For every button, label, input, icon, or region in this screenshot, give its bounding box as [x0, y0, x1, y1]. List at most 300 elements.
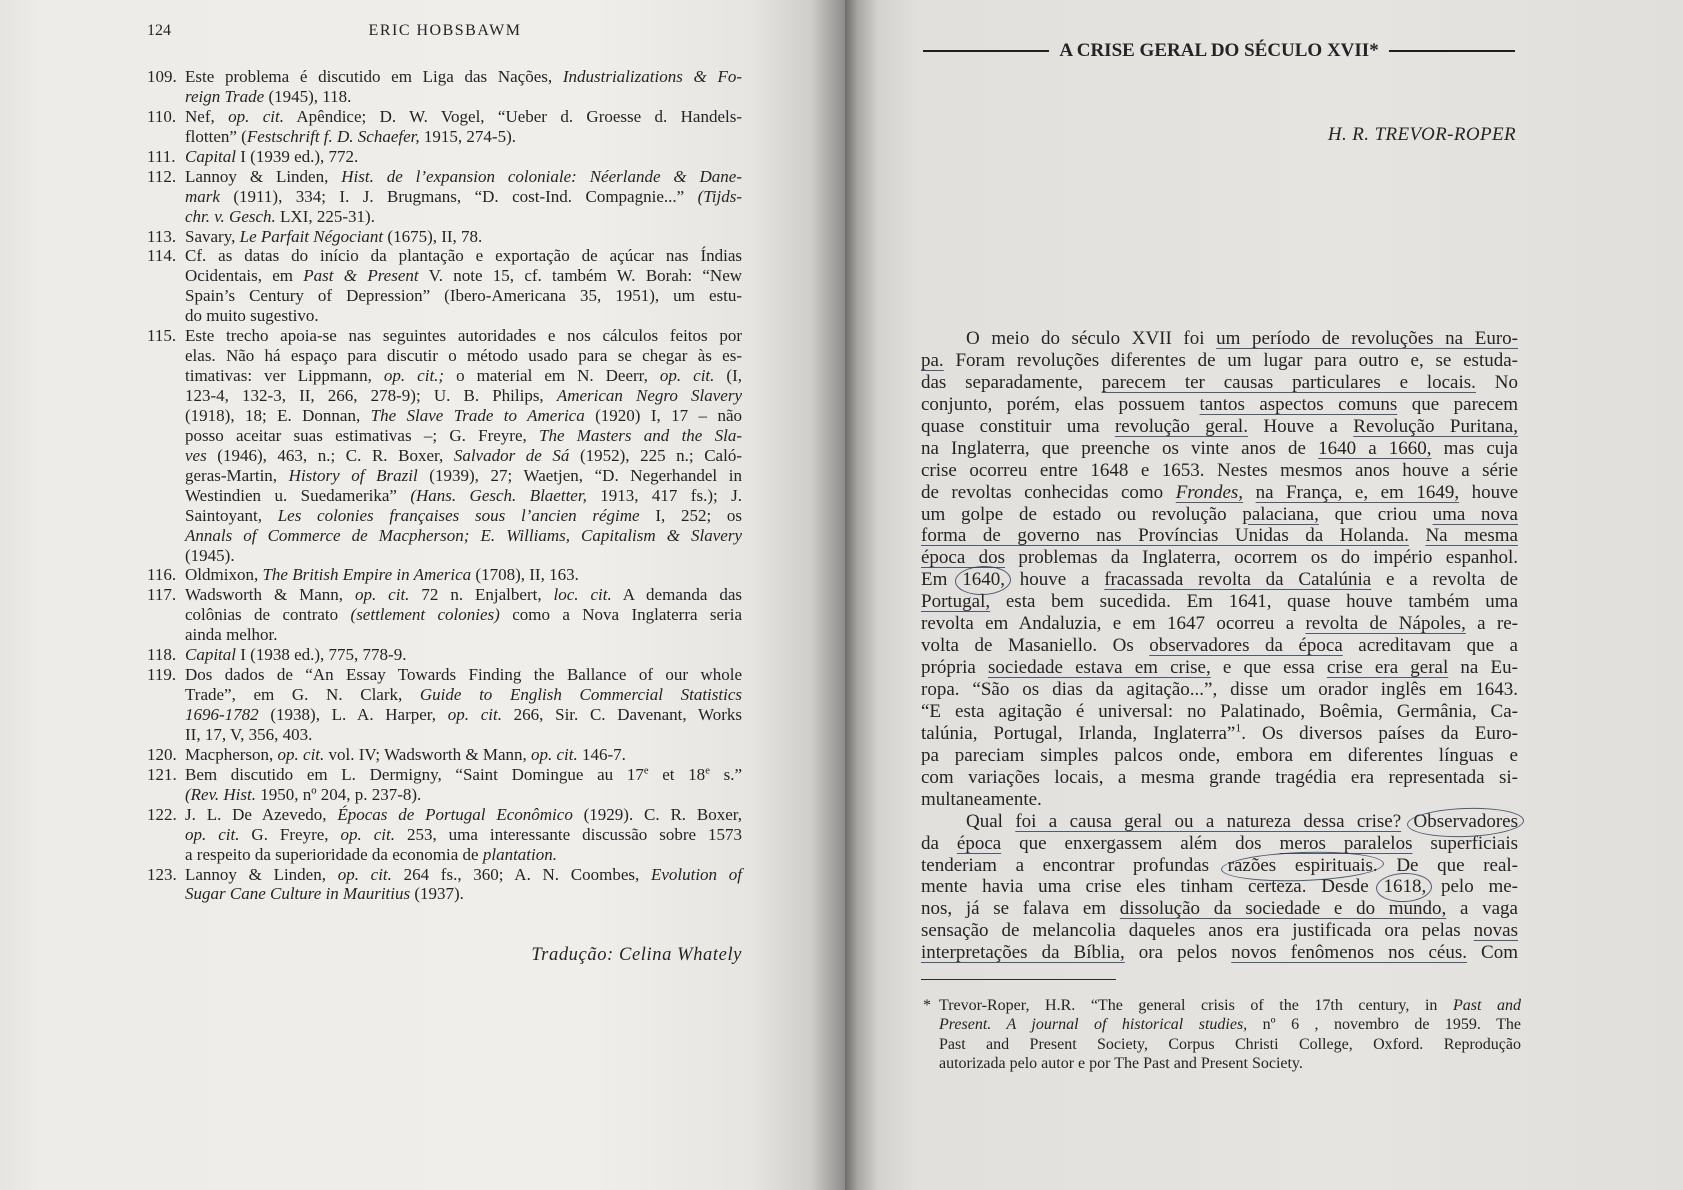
text-run: No: [1475, 371, 1518, 393]
text-line: [939, 1035, 1521, 1054]
text-run: mas cuja: [1431, 437, 1518, 459]
text-run: Savary,: [185, 226, 240, 246]
text-run: J. L. De Azevedo,: [185, 804, 338, 824]
text-run: “E esta agitação é universal: no Palatinado, Boêmia, Germânia, Ca-: [921, 700, 1518, 722]
text-line: [921, 591, 1518, 613]
text-run: sensação de melancolia daqueles anos era justificada ora pelas: [921, 920, 1474, 942]
text-run: Houve a: [1247, 415, 1354, 437]
text-line: [185, 426, 742, 446]
text-run: Com: [1467, 942, 1519, 964]
footnote-rule: [921, 979, 1116, 980]
pen-circled-text: Observadores: [1413, 810, 1519, 832]
endnote-text: [185, 246, 742, 326]
text-run: s.”: [709, 764, 742, 784]
text-run: que criou: [1318, 503, 1433, 525]
text-run: Dos dados de “An Essay Towards Finding the Ballance of our whole: [185, 665, 742, 685]
text-run: [1243, 482, 1256, 503]
endnote: [147, 326, 742, 565]
italic-text-run: plantation.: [482, 844, 558, 864]
pen-underlined-text: Revolução Puritana,: [1353, 415, 1518, 437]
text-line: [939, 996, 1521, 1015]
text-run: O meio do século XVII foi: [966, 328, 1217, 349]
text-run: (1946), 463, n.; C. R. Boxer,: [206, 445, 454, 465]
text-line: [185, 346, 742, 366]
pen-underlined-text: meros paralelos: [1279, 832, 1413, 854]
text-run: nº 6 , novembro de 1959. The: [1247, 1016, 1521, 1034]
text-line: [185, 326, 742, 346]
endnote-text: [185, 227, 742, 247]
italic-text-run: Annals of Commerce de Macpherson; E. Williams, Capitalism & Slavery: [185, 525, 742, 545]
pen-underlined-text: uma nova: [1432, 503, 1518, 525]
endnote-text: [185, 585, 742, 645]
italic-text-run: Present. A journal of historical studies,: [939, 1016, 1248, 1034]
text-line: [185, 526, 742, 546]
italic-text-run: loc. cit.: [553, 585, 612, 605]
text-run: Este problema é discutido em Liga das Nações,: [185, 67, 563, 86]
text-run: multaneamente.: [921, 788, 1042, 810]
text-run: LXI, 225-31).: [275, 206, 375, 226]
pen-circled-text: 1618,: [1383, 876, 1427, 898]
italic-text-run: Hist. de l’expansion coloniale: Néerlande & Dane-: [341, 166, 743, 186]
text-run: Spain’s Century of Depression” (Ibero-Americana 35, 1951), um estu-: [185, 286, 742, 306]
endnote: [147, 107, 742, 147]
text-run: (1945).: [185, 545, 235, 565]
italic-text-run: Industrializations & Fo-: [562, 67, 742, 86]
endnote: [147, 665, 742, 745]
endnote-text: [185, 665, 742, 745]
text-run: geras-Martin,: [185, 465, 289, 485]
text-run: na Inglaterra, que preenche os vinte anos de: [921, 437, 1319, 459]
text-run: a vaga: [1446, 898, 1518, 920]
text-line: [185, 685, 742, 705]
italic-text-run: op. cit.: [337, 864, 392, 884]
italic-text-run: (Tijds-: [697, 186, 742, 206]
text-run: Trade”, em G. N. Clark,: [185, 685, 420, 705]
text-run: (1920) I, 17 – não: [584, 405, 742, 425]
text-line: [185, 386, 742, 406]
pen-underlined-text: revolta de Nápoles,: [1305, 613, 1466, 635]
italic-text-run: (Rev. Hist.: [185, 784, 256, 804]
text-run: talúnia, Portugal, Irlanda, Inglaterra”: [921, 722, 1236, 744]
text-line: [921, 547, 1518, 569]
text-run: 1950, nº 204, p. 237-8).: [255, 784, 422, 804]
text-line: [185, 745, 742, 765]
page-number: 124: [147, 22, 171, 39]
text-run: Westindien u. Suedamerika”: [185, 485, 411, 505]
endnote-number: 111.: [147, 146, 176, 166]
text-run: tenderiam a encontrar profundas: [921, 854, 1228, 876]
text-run: do muito sugestivo.: [185, 306, 319, 326]
text-run: Macpherson,: [185, 744, 278, 764]
text-run: . Os diversos países da Euro-: [1241, 722, 1518, 744]
endnote-number: 109.: [147, 67, 177, 86]
text-run: problemas da Inglaterra, ocorrem os do império espanhol.: [1005, 547, 1519, 569]
text-line: [921, 328, 1518, 350]
text-run: e que essa: [1210, 657, 1327, 679]
title-rule-right: [1389, 50, 1515, 52]
text-line: [921, 613, 1518, 635]
text-run: (1939), 27; Waetjen, “D. Negerhandel in: [417, 465, 742, 485]
endnote-text: [185, 645, 742, 665]
pen-underlined-text: novas: [1473, 920, 1518, 942]
endnote: [147, 147, 742, 167]
text-line: [185, 127, 742, 147]
text-line: [921, 767, 1518, 789]
endnote-number: 118.: [147, 645, 177, 665]
endnote: [147, 865, 742, 905]
text-line: [185, 845, 742, 865]
endnote-text: [185, 326, 742, 565]
text-line: [185, 266, 742, 286]
text-run: volta de Masaniello. Os: [921, 635, 1150, 657]
text-run: crise ocorreu entre 1648 e 1653. Nestes mesmos anos houve a série: [921, 459, 1518, 481]
text-line: [185, 87, 742, 107]
text-run: (I,: [714, 366, 743, 386]
superscript: e: [643, 765, 649, 777]
text-line: [185, 306, 742, 326]
text-run: 123-4, 132-3, II, 266, 278-9); U. B. Philips,: [185, 386, 557, 405]
text-line: [185, 167, 742, 187]
text-run: superficiais: [1412, 832, 1518, 854]
endnote-text: [185, 67, 742, 107]
text-run: et 18: [648, 764, 706, 784]
text-line: [921, 833, 1518, 855]
text-line: [185, 107, 742, 127]
italic-text-run: op. cit.: [228, 106, 284, 126]
text-run: 266, Sir. C. Davenant, Works: [501, 705, 742, 724]
text-run: quase constituir uma: [921, 415, 1115, 437]
text-run: (1929). C. R. Boxer,: [572, 804, 742, 824]
text-run: e a revolta de: [1371, 569, 1518, 591]
text-run: de revoltas conhecidas como: [921, 481, 1176, 503]
endnote: [147, 565, 742, 585]
chapter-title-bar: [923, 38, 1515, 64]
text-line: [939, 1015, 1521, 1034]
endnote-number: 117.: [147, 585, 177, 605]
text-line: [185, 765, 742, 785]
text-line: [185, 785, 742, 805]
italic-text-run: reign Trade: [185, 86, 265, 106]
chapter-author: H. R. TREVOR-ROPER: [1327, 124, 1516, 145]
text-run: (1911), 334; I. J. Brugmans, “D. cost-Ind. Compagnie...”: [219, 186, 698, 206]
endnote-number: 116.: [147, 565, 177, 585]
text-line: [921, 942, 1518, 964]
text-run: Past and Present Society, Corpus Christi College, Oxford. Reprodução: [939, 1035, 1521, 1053]
italic-text-run: Evolution of: [650, 864, 742, 884]
text-line: [185, 585, 742, 605]
text-line: [921, 811, 1518, 833]
endnote-text: [185, 167, 742, 227]
text-run: 146-7.: [577, 744, 626, 764]
text-run: das separadamente,: [921, 371, 1102, 393]
text-line: [921, 789, 1518, 811]
text-line: [921, 635, 1518, 657]
endnote-number: 122.: [147, 804, 177, 824]
text-run: Trevor-Roper, H.R. “The general crisis of the 17th century, in: [939, 997, 1453, 1014]
endnote-text: [185, 805, 742, 865]
pen-underlined-text: revolução geral.: [1114, 415, 1248, 437]
text-run: esta bem sucedida. Em 1641, quase houve também uma: [990, 591, 1518, 613]
text-run: elas. Não há espaço para discutir o método usado para se chegar às es-: [185, 346, 742, 366]
text-run: a respeito da superioridade da economia de: [185, 844, 483, 864]
pen-underlined-text: tantos aspectos comuns: [1199, 393, 1398, 415]
text-run: 72 n. Enjalbert,: [409, 585, 554, 605]
text-run: I, 252; os: [639, 505, 743, 525]
text-line: [921, 898, 1518, 920]
italic-text-run: (settlement colonies): [350, 605, 500, 625]
italic-text-run: The Slave Trade to America: [370, 405, 585, 425]
text-run: Cf. as datas do início da plantação e exportação de açúcar nas Índias: [185, 246, 742, 266]
text-run: na Eu-: [1448, 657, 1518, 679]
page-footnote: [923, 996, 1521, 1074]
text-run: pelo me-: [1426, 876, 1518, 898]
endnote: [147, 805, 742, 865]
superscript: e: [705, 765, 710, 777]
text-run: Oldmixon,: [185, 565, 263, 585]
italic-text-run: The British Empire in America: [262, 565, 472, 585]
italic-text-run: Les colonies françaises sous l’ancien régime: [277, 505, 640, 525]
text-run: houve a: [1004, 569, 1105, 591]
endnote-number: 115.: [147, 326, 177, 346]
text-run: Em: [921, 569, 963, 591]
italic-pen-underlined-text: Frondes,: [1175, 481, 1244, 503]
pen-underlined-text: novos fenômenos nos céus.: [1231, 942, 1468, 964]
text-line: [185, 625, 742, 645]
text-line: [185, 286, 742, 306]
text-run: A demanda das: [611, 585, 743, 605]
text-run: da: [921, 832, 957, 854]
paragraph: [921, 328, 1518, 811]
pen-underlined-text: 1640 a 1660,: [1318, 437, 1432, 459]
italic-text-run: Sugar Cane Culture in Mauritius: [185, 884, 411, 904]
italic-text-run: op. cit.: [340, 824, 395, 844]
pen-circled-text: razões espirituais.: [1227, 854, 1378, 876]
text-run: como a Nova Inglaterra seria: [499, 605, 742, 625]
text-run: 264 fs., 360; A. N. Coombes,: [391, 864, 651, 884]
title-rule-left: [923, 50, 1049, 52]
pen-underlined-text: sociedade estava em crise,: [988, 657, 1211, 679]
text-run: com variações locais, a mesma grande tragédia era representada si-: [921, 766, 1518, 788]
text-line: [185, 565, 742, 585]
text-run: Wadsworth & Mann,: [185, 585, 355, 605]
text-run: ora pelos: [1124, 942, 1232, 964]
text-line: [921, 504, 1518, 526]
endnote: [147, 765, 742, 805]
italic-text-run: mark: [185, 186, 220, 206]
text-line: [921, 679, 1518, 701]
italic-text-run: American Negro Slavery: [556, 386, 743, 405]
text-line: [921, 920, 1518, 942]
endnote: [147, 246, 742, 326]
pen-underlined-text: um período de revoluções na Euro-: [1216, 328, 1518, 349]
pen-underlined-text: época dos: [921, 547, 1006, 569]
text-run: flotten” (: [185, 126, 247, 146]
text-line: [921, 723, 1518, 745]
pen-underlined-text: palaciana,: [1242, 503, 1319, 525]
italic-text-run: ves: [185, 445, 207, 465]
text-line: [185, 227, 742, 247]
text-run: houve: [1459, 481, 1519, 503]
text-line: [185, 725, 742, 745]
italic-text-run: Capital: [185, 146, 237, 166]
endnote: [147, 67, 742, 107]
italic-text-run: op. cit.: [447, 705, 502, 724]
italic-text-run: Past & Present: [303, 266, 419, 286]
italic-text-run: Salvador de Sá: [453, 445, 570, 465]
endnote: [147, 227, 742, 247]
text-run: (1918), 18; E. Donnan,: [185, 405, 371, 425]
text-run: acreditavam que a: [1342, 635, 1518, 657]
text-line: [185, 67, 742, 87]
text-line: [921, 394, 1518, 416]
text-line: [921, 876, 1518, 898]
text-line: [921, 701, 1518, 723]
pen-underlined-text: observadores da época: [1149, 635, 1343, 657]
text-line: [185, 446, 742, 466]
text-run: Qual: [966, 810, 1016, 832]
text-line: [185, 406, 742, 426]
text-run: I (1938 ed.), 775, 778-9.: [236, 645, 407, 665]
text-run: (1938), L. A. Harper,: [258, 705, 448, 724]
text-line: [185, 147, 742, 167]
endnote-number: 110.: [147, 106, 177, 126]
endnote-number: 121.: [147, 764, 177, 784]
text-run: Lannoy & Linden,: [185, 166, 342, 186]
endnote: [147, 745, 742, 765]
italic-text-run: op. cit.: [354, 585, 410, 605]
endnote-text: [185, 765, 742, 805]
text-run: Foram revoluções diferentes de um lugar para outro e, se estuda-: [943, 349, 1518, 371]
text-line: [921, 525, 1518, 547]
right-page: [845, 0, 1683, 1190]
text-line: [921, 855, 1518, 877]
pen-underlined-text: dissolução da sociedade e do mundo,: [1119, 898, 1447, 920]
text-run: 1913, 417 fs.); J.: [586, 485, 742, 505]
text-line: [185, 665, 742, 685]
text-run: colônias de contrato: [185, 605, 351, 625]
italic-text-run: Guide to English Commercial Statistics: [419, 685, 742, 705]
text-run: Nef,: [185, 106, 229, 126]
text-run: mente havia uma crise eles tinham certeza. Desde: [921, 876, 1384, 898]
text-run: 1915, 274-5).: [419, 126, 516, 146]
text-line: [921, 438, 1518, 460]
text-run: [1409, 525, 1426, 546]
text-run: (1945), 118.: [264, 86, 352, 106]
translation-credit: Tradução: Celina Whately: [531, 945, 742, 965]
text-run: vol. IV; Wadsworth & Mann,: [324, 744, 531, 764]
text-run: o material em N. Deerr,: [444, 366, 660, 386]
text-run: Lannoy & Linden,: [185, 864, 338, 884]
text-line: [185, 506, 742, 526]
text-line: [185, 546, 742, 566]
endnote: [147, 167, 742, 227]
italic-text-run: chr. v. Gesch.: [185, 206, 276, 226]
endnote-text: [185, 745, 742, 765]
text-line: [921, 569, 1518, 591]
text-run: ropa. “São os dias da agitação...”, disse um orador inglês em 1643.: [921, 679, 1518, 700]
text-run: nos, já se falava em: [921, 898, 1120, 920]
text-line: [185, 187, 742, 207]
text-line: [921, 745, 1518, 767]
endnote: [147, 645, 742, 665]
text-line: [185, 486, 742, 506]
text-run: I (1939 ed.), 772.: [236, 146, 359, 166]
italic-text-run: The Masters and the Sla-: [539, 425, 742, 445]
chapter-title: A CRISE GERAL DO SÉCULO XVII*: [1059, 40, 1379, 61]
endnote-number: 114.: [147, 246, 177, 266]
text-run: II, 17, V, 356, 403.: [185, 724, 313, 744]
text-run: Bem discutido em L. Dermigny, “Saint Domingue au 17: [185, 764, 644, 784]
text-line: [185, 466, 742, 486]
paragraph: [921, 811, 1518, 965]
italic-text-run: Épocas de Portugal Econômico: [337, 804, 573, 824]
superscript: 1: [1235, 721, 1242, 735]
pen-circled-text: 1640,: [962, 569, 1005, 591]
text-line: [185, 366, 742, 386]
endnote-number: 120.: [147, 744, 177, 764]
endnotes-list: [147, 67, 742, 904]
text-run: (1937).: [410, 884, 464, 904]
text-run: [1401, 811, 1413, 832]
running-head: ERIC HOBSBAWM: [368, 22, 522, 39]
italic-text-run: History of Brazil: [288, 465, 418, 485]
italic-text-run: op. cit.: [277, 744, 325, 764]
text-run: que parecem: [1397, 393, 1518, 415]
pen-underlined-text: época: [956, 832, 1002, 854]
pen-underlined-text: Na mesma: [1425, 525, 1518, 547]
text-run: V. note 15, cf. também W. Borah: “New: [418, 266, 743, 286]
text-run: Apêndice; D. W. Vogel, “Ueber d. Groesse d. Handels-: [283, 106, 743, 126]
text-run: timativas: ver Lippmann,: [185, 366, 384, 386]
pen-underlined-text: pa.: [921, 349, 944, 371]
text-run: pa pareciam simples palcos onde, embora em diferentes línguas e: [921, 744, 1518, 766]
text-run: que enxergassem além dos: [1001, 832, 1280, 854]
text-run: Saintoyant,: [185, 505, 278, 525]
pen-underlined-text: interpretações da Bíblia,: [921, 942, 1125, 964]
pen-underlined-text: parecem ter causas particulares e locais.: [1101, 371, 1476, 393]
endnote: [147, 585, 742, 645]
endnote-text: [185, 147, 742, 167]
pen-underlined-text: forma de governo nas Províncias Unidas da Holanda.: [921, 525, 1409, 547]
text-line: [185, 884, 742, 904]
italic-text-run: op. cit.: [531, 744, 578, 764]
text-run: (1708), II, 163.: [471, 565, 579, 585]
endnote-number: 113.: [147, 226, 177, 246]
text-line: [921, 350, 1518, 372]
pen-underlined-text: na França, e, em 1649,: [1255, 481, 1460, 503]
text-line: [185, 605, 742, 625]
text-line: [185, 805, 742, 825]
text-run: conjunto, porém, elas possuem: [921, 393, 1200, 415]
text-run: própria: [921, 657, 989, 679]
text-run: posso aceitar suas estimativas –; G. Freyre,: [185, 425, 539, 445]
body-text: [921, 328, 1518, 964]
italic-text-run: op. cit.: [659, 366, 715, 386]
pen-underlined-text: Portugal,: [921, 591, 991, 613]
endnote-text: [185, 565, 742, 585]
text-line: [921, 416, 1518, 438]
footnote-marker: *: [923, 997, 931, 1014]
text-run: um golpe de estado ou revolução: [921, 503, 1243, 525]
text-line: [185, 645, 742, 665]
text-line: [921, 657, 1518, 679]
pen-underlined-text: crise era geral: [1326, 657, 1449, 679]
text-run: Ocidentais, em: [185, 266, 304, 286]
endnote-text: [185, 107, 742, 147]
italic-text-run: Festschrift f. D. Schaefer,: [246, 126, 420, 146]
italic-text-run: Le Parfait Négociant: [239, 226, 384, 246]
pen-underlined-text: foi a causa geral ou a natureza dessa crise?: [1015, 810, 1402, 832]
